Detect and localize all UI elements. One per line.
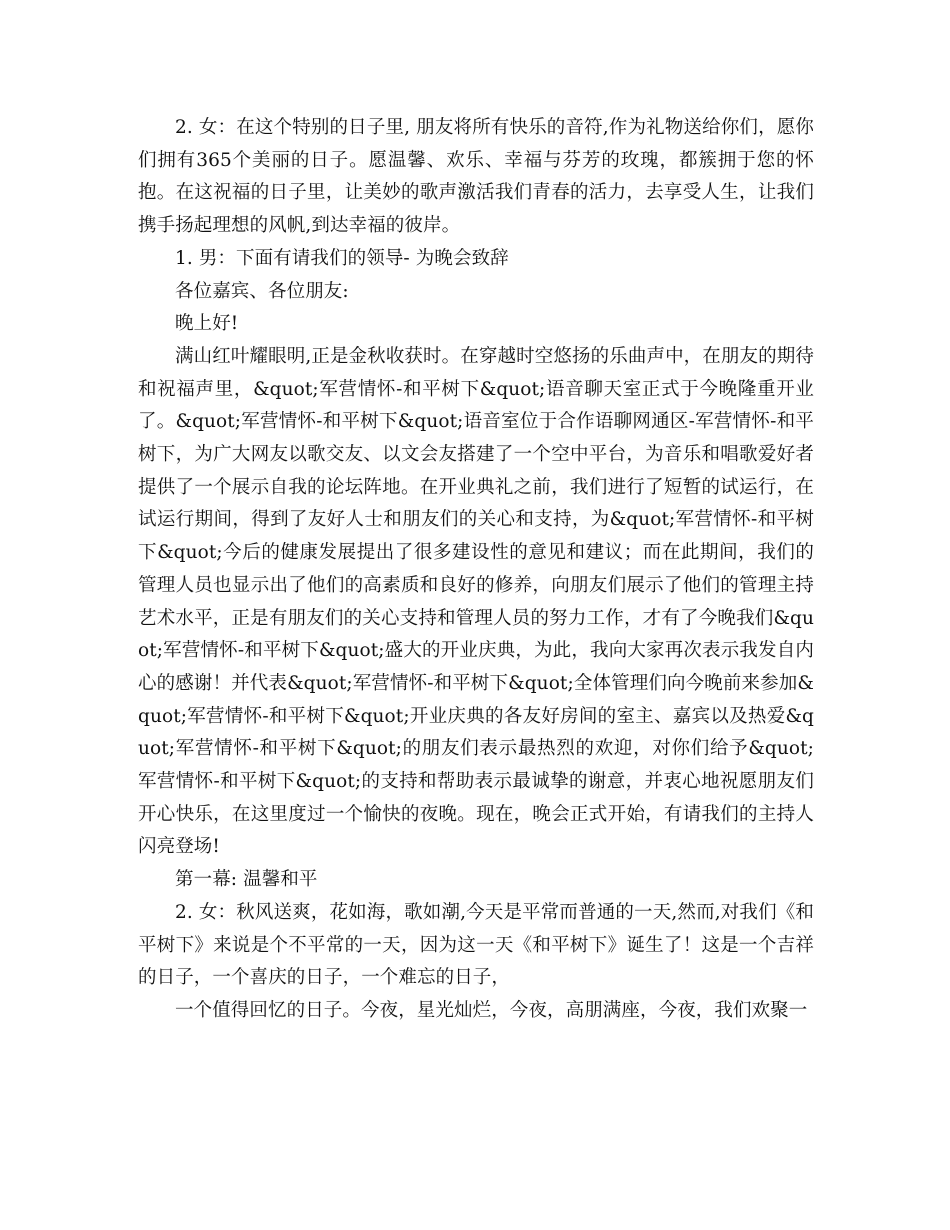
paragraph-female-autumn: 2. 女：秋风送爽，花如海，歌如潮,今天是平常而普通的一天,然而,对我们《和平树下》来说是个不平常的一天，因为这一天《和平树下》诞生了！这是一个吉祥的日子，一个喜庆的日子，一个难忘的日子， [138,901,814,989]
paragraph-act-one-title: 第一幕: 温馨和平 [175,869,318,891]
paragraph-male-invite-leader: 1. 男：下面有请我们的领导- 为晚会致辞 [175,247,509,269]
document-page [138,112,814,1028]
paragraph-memorable-day: 一个值得回忆的日子。今夜，星光灿烂，今夜，高朋满座，今夜，我们欢聚一 [175,999,808,1021]
paragraph-salutation: 各位嘉宾、各位朋友: [175,280,349,302]
paragraph-female-greeting: 2. 女：在这个特别的日子里, 朋友将所有快乐的音符,作为礼物送给你们，愿你们拥有365个美丽的日子。愿温馨、欢乐、幸福与芬芳的玫瑰，都簇拥于您的怀抱。在这祝福的日子里，让美妙的歌声激活我们青春的活力，去享受人生，让我们携手扬起理想的风帆,到达幸福的彼岸。 [138,117,814,237]
paragraph-opening-speech: 满山红叶耀眼明,正是金秋收获时。在穿越时空悠扬的乐曲声中，在朋友的期待和祝福声里，&quot;军营情怀-和平树下&quot;语音聊天室正式于今晚隆重开业了。&quot;军营情怀-和平树下&quot;语音室位于合作语聊网通区-军营情怀-和平树下，为广大网友以歌交友、以文会友搭建了一个空中平台，为音乐和唱歌爱好者提供了一个展示自我的论坛阵地。在开业典礼之前，我们进行了短暂的试运行，在试运行期间，得到了友好人士和朋友们的关心和支持，为&quot;军营情怀-和平树下&quot;今后的健康发展提出了很多建设性的意见和建议；而在此期间，我们的管理人员也显示出了他们的高素质和良好的修养，向朋友们展示了他们的管理主持艺术水平，正是有朋友们的关心支持和管理人员的努力工作，才有了今晚我们&quot;军营情怀-和平树下&quot;盛大的开业庆典，为此，我向大家再次表示我发自内心的感谢！并代表&quot;军营情怀-和平树下&quot;全体管理们向今晚前来参加&quot;军营情怀-和平树下&quot;开业庆典的各友好房间的室主、嘉宾以及热爱&quot;军营情怀-和平树下&quot;的朋友们表示最热烈的欢迎，对你们给予&quot;军营情怀-和平树下&quot;的支持和帮助表示最诚挚的谢意，并衷心地祝愿朋友们开心快乐，在这里度过一个愉快的夜晚。现在，晚会正式开始，有请我们的主持人闪亮登场! [138,345,814,858]
paragraph-good-evening: 晚上好! [175,313,239,335]
